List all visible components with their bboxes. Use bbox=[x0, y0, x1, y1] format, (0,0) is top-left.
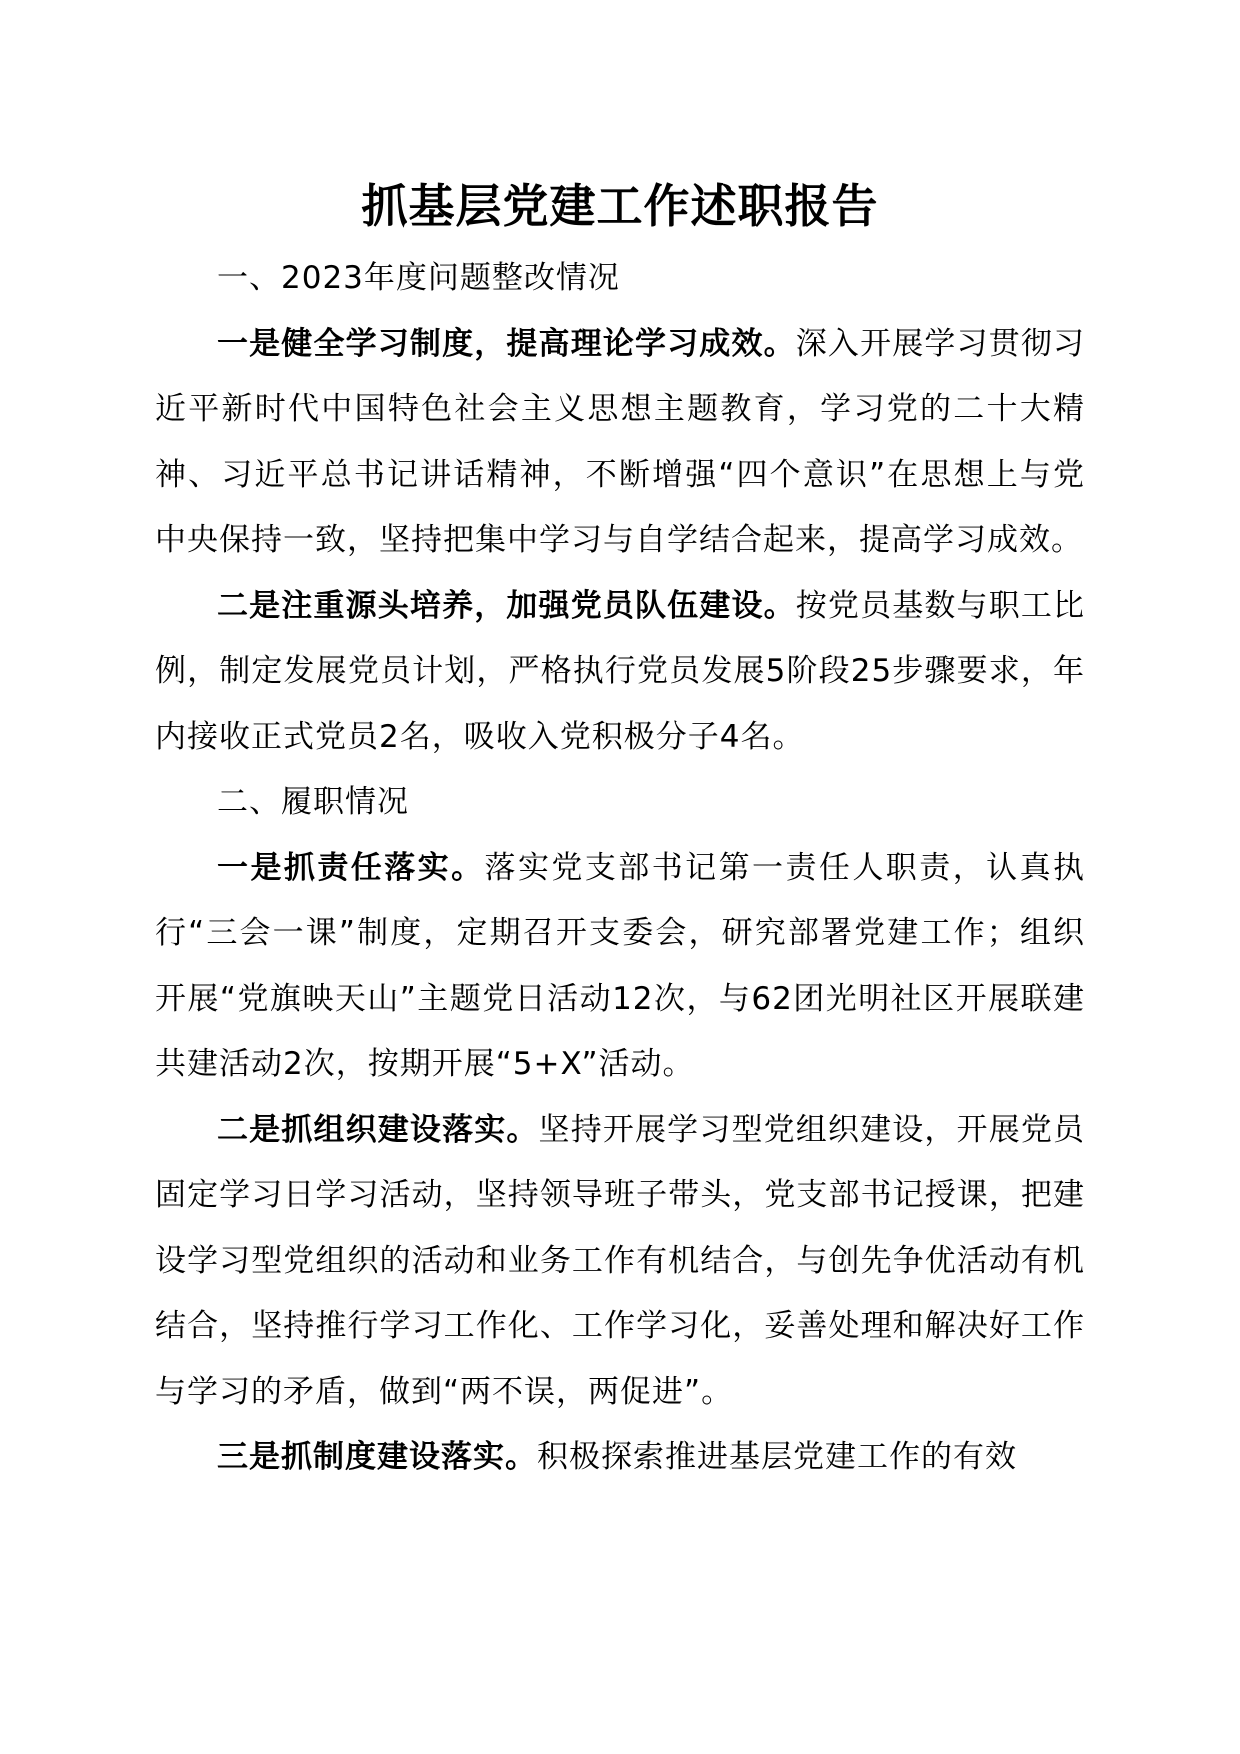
paragraph-1-2 bbox=[155, 574, 1085, 771]
paragraph-1-1 bbox=[155, 312, 1085, 574]
paragraph-text: 积极探索推进基层党建工作的有效 bbox=[537, 1439, 1017, 1475]
paragraph-lead: 三是抓制度建设落实。 bbox=[217, 1439, 537, 1475]
section-heading-1: 一、2023年度问题整改情况 bbox=[217, 260, 620, 296]
paragraph-text: 落实党支部书记第一责任人职责，认真执行“三会一课”制度，定期召开支委会，研究部署党建工作；组织开展“党旗映天山”主题党日活动12次，与62团光明社区开展联建共建活动2次，按期开展“5+X”活动。 bbox=[155, 849, 1086, 1082]
paragraph-lead: 一是健全学习制度，提高理论学习成效。 bbox=[217, 325, 796, 362]
paragraph-lead: 二是注重源头培养，加强党员队伍建设。 bbox=[217, 587, 796, 624]
document-title: 抓基层党建工作述职报告 bbox=[361, 179, 879, 233]
paragraph-text: 坚持开展学习型党组织建设，开展党员固定学习日学习活动，坚持领导班子带头，党支部书记授课，把建设学习型党组织的活动和业务工作有机结合，与创先争优活动有机结合，坚持推行学习工作化、工作学习化，妥善处理和解决好工作与学习的矛盾，做到“两不误，两促进”。 bbox=[155, 1111, 1086, 1410]
paragraph-text: 按党员基数与职工比例，制定发展党员计划，严格执行党员发展5阶段25步骤要求，年内接收正式党员2名，吸收入党积极分子4名。 bbox=[155, 587, 1086, 755]
document-body bbox=[155, 246, 1085, 1491]
paragraph-lead: 一是抓责任落实。 bbox=[217, 849, 485, 886]
paragraph-lead: 二是抓组织建设落实。 bbox=[217, 1111, 539, 1148]
section-heading-2: 二、履职情况 bbox=[217, 784, 409, 820]
paragraph-2-1 bbox=[155, 836, 1085, 1098]
paragraph-2-3 bbox=[155, 1425, 1085, 1491]
paragraph-2-2 bbox=[155, 1098, 1085, 1426]
paragraph-text: 深入开展学习贯彻习近平新时代中国特色社会主义思想主题教育，学习党的二十大精神、习近平总书记讲话精神，不断增强“四个意识”在思想上与党中央保持一致，坚持把集中学习与自学结合起来，提高学习成效。 bbox=[155, 325, 1086, 558]
